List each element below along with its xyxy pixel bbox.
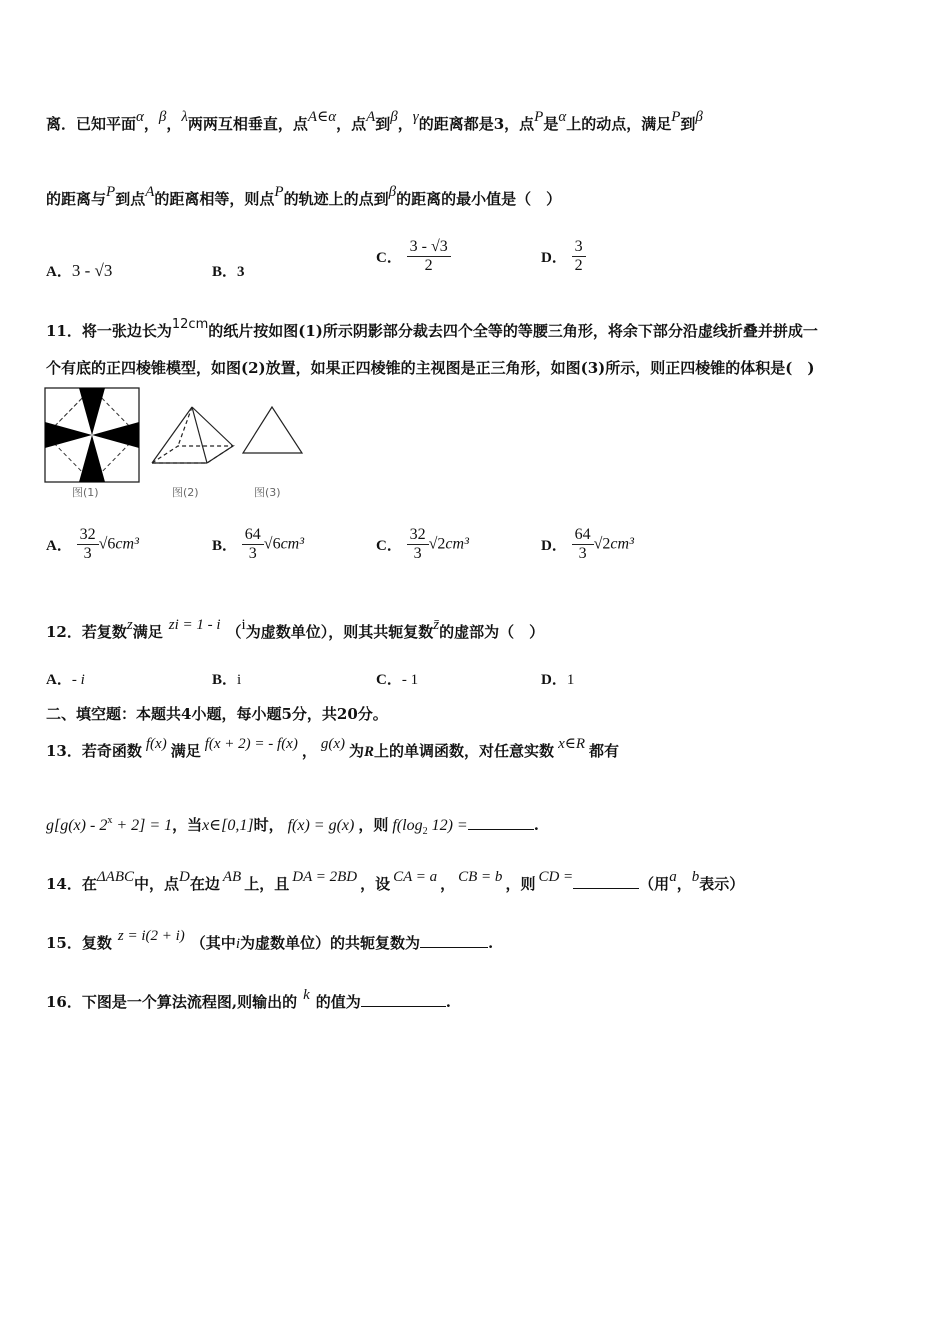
math-a: a <box>669 869 677 885</box>
q11-option-b[interactable] <box>212 526 304 563</box>
radical: √6 <box>98 535 116 553</box>
radical: √2 <box>428 535 446 553</box>
math-beta: β <box>390 109 398 125</box>
text: 到 <box>680 115 696 133</box>
q10-option-a[interactable] <box>46 260 112 281</box>
text: 到 <box>375 115 391 133</box>
answer-blank[interactable] <box>573 888 639 889</box>
text: ，则 <box>358 816 389 834</box>
answer-blank[interactable] <box>361 1006 446 1007</box>
math-log: f(log <box>392 817 423 834</box>
text: 是 <box>543 115 559 133</box>
text: 中，点 <box>134 875 180 893</box>
math-beta: β <box>158 109 167 125</box>
unit: cm³ <box>280 535 305 553</box>
math-i: i <box>241 617 246 633</box>
text: 到点 <box>115 190 146 208</box>
math-equation: f(x + 2) = - f(x) <box>204 736 298 752</box>
math-gamma: γ <box>412 109 419 125</box>
text: 离．已知平面 <box>46 115 137 133</box>
text: 上的动点，满足 <box>566 115 672 133</box>
q13-line2 <box>46 814 539 835</box>
math-equation: zi = 1 - i <box>168 617 221 633</box>
numerator: 3 <box>572 238 586 257</box>
option-value: 1 <box>566 672 575 688</box>
math-k: k <box>303 987 310 1003</box>
math-expression: 12) = <box>427 817 468 834</box>
text: ， <box>440 875 456 893</box>
q10-option-b[interactable] <box>212 260 245 281</box>
figure-1 <box>45 388 139 482</box>
q11-line2 <box>46 357 814 378</box>
math-r: R <box>364 744 375 760</box>
text: 的距离都是3，点 <box>418 115 535 133</box>
option-label: A． <box>46 264 72 280</box>
option-value: - i <box>71 672 85 688</box>
text: ，设 <box>360 875 391 893</box>
math-i: i <box>235 936 240 952</box>
text: 12．若复数 <box>46 623 127 641</box>
text: 的距离相等，则点 <box>154 190 275 208</box>
math-d: D <box>179 869 190 885</box>
text: （ <box>226 623 242 641</box>
text: 的纸片按如图(1)所示阴影部分裁去四个全等的等腰三角形，将余下部分沿虚线折叠并拼成一 <box>208 322 818 340</box>
figure-2-caption: 图(2) <box>172 486 199 499</box>
math-p: P <box>534 109 544 125</box>
option-label: D． <box>541 538 567 554</box>
fraction <box>572 238 586 275</box>
math-equation: DA = 2BD <box>292 869 358 885</box>
fraction <box>407 526 429 563</box>
text: . <box>533 816 539 834</box>
q15-line <box>46 928 494 953</box>
q10-line2 <box>46 184 562 209</box>
q12-line <box>46 617 545 642</box>
option-label: C． <box>376 250 402 266</box>
unit: cm³ <box>445 535 469 553</box>
figure-3-caption: 图(3) <box>254 486 281 499</box>
text: ，当 <box>172 816 203 834</box>
text: 16．下图是一个算法流程图,则输出的 <box>46 993 298 1011</box>
option-label: D． <box>541 672 567 688</box>
math-b: b <box>691 869 700 885</box>
text: ， <box>676 875 692 893</box>
option-value: i <box>237 672 242 688</box>
math-equation: z = i(2 + i) <box>117 928 185 944</box>
text: 的值为 <box>315 993 361 1011</box>
numerator: 64 <box>572 526 594 545</box>
text: 14．在 <box>46 875 97 893</box>
text: 两两互相垂直，点 <box>187 115 308 133</box>
math-z-conjugate: z̄ <box>433 617 440 633</box>
numerator: 32 <box>407 526 429 545</box>
option-value: 3 <box>237 264 245 280</box>
text: 11．将一张边长为 <box>46 322 172 340</box>
math-x-in-r: x∈R <box>558 736 585 752</box>
numerator: 32 <box>77 526 99 545</box>
q14-line <box>46 869 745 894</box>
text: ， <box>143 115 159 133</box>
text: 上的单调函数，对任意实数 <box>374 742 555 760</box>
math-gx: g(x) <box>320 736 346 752</box>
radical: √2 <box>593 535 611 553</box>
text: ， <box>397 115 413 133</box>
text: ，点 <box>336 115 367 133</box>
math-a-in-alpha: A∈α <box>307 109 337 125</box>
denominator: 2 <box>424 257 433 274</box>
denominator: 2 <box>574 257 583 274</box>
math-equation: f(x) = g(x) <box>287 817 355 834</box>
text: ，则 <box>505 875 536 893</box>
text: 时， <box>253 816 284 834</box>
option-label: B． <box>212 538 238 554</box>
q13-line1 <box>46 736 620 761</box>
option-label: A． <box>46 538 72 554</box>
math-exponent: x <box>107 815 113 826</box>
math-alpha: α <box>136 109 144 125</box>
q16-line <box>46 987 452 1012</box>
text: 的虚部为（ ） <box>439 623 545 641</box>
q10-option-d[interactable] <box>541 238 586 275</box>
unit: cm³ <box>610 535 634 553</box>
text: 在边 <box>189 875 220 893</box>
q11-option-c[interactable] <box>376 526 469 563</box>
numerator: 3 - √3 <box>407 238 451 257</box>
text: 上，且 <box>244 875 290 893</box>
option-label: A． <box>46 672 72 688</box>
option-label: C． <box>376 672 402 688</box>
math-expression: + 2] = 1 <box>112 817 173 834</box>
text: . <box>488 934 494 952</box>
option-label: D． <box>541 250 567 266</box>
denominator: 3 <box>413 545 422 562</box>
text: 满足 <box>132 623 163 641</box>
radical: √6 <box>263 535 281 553</box>
math-length: 12cm <box>171 317 209 332</box>
math-interval: x∈[0,1] <box>202 817 254 834</box>
option-label: B． <box>212 264 238 280</box>
text: 为 <box>349 742 365 760</box>
q11-figures <box>44 386 314 504</box>
math-p: P <box>274 184 284 200</box>
math-a: A <box>145 184 155 200</box>
text: ， <box>301 742 317 760</box>
figure-1-caption: 图(1) <box>72 486 99 499</box>
text: （用 <box>639 875 670 893</box>
fraction <box>77 526 99 563</box>
text: 15．复数 <box>46 934 112 952</box>
section-heading: 二、填空题：本题共4小题，每小题5分，共20分。 <box>46 705 388 723</box>
math-alpha: α <box>558 109 567 125</box>
q12-option-b[interactable] <box>212 668 241 689</box>
figure-2 <box>152 407 233 463</box>
math-vector-ca: CA = a <box>393 869 438 885</box>
option-value: 3 - √3 <box>71 261 113 280</box>
math-fx: f(x) <box>145 736 167 752</box>
text: ， <box>166 115 182 133</box>
q12-option-d[interactable] <box>541 668 574 689</box>
denominator: 3 <box>578 545 587 562</box>
text: 表示） <box>699 875 745 893</box>
text: 为虚数单位），则其共轭复数 <box>245 623 434 641</box>
answer-blank[interactable] <box>420 947 488 948</box>
math-p: P <box>106 184 116 200</box>
math-subscript: 2 <box>422 826 428 837</box>
option-value: - 1 <box>401 672 419 688</box>
text: 为虚数单位）的共轭复数为 <box>239 934 420 952</box>
text: . <box>445 993 452 1011</box>
math-p: P <box>671 109 681 125</box>
fraction <box>407 238 451 275</box>
math-beta: β <box>695 109 703 125</box>
math-triangle: ΔABC <box>96 869 135 885</box>
text: 的轨迹上的点到 <box>283 190 389 208</box>
math-z: z <box>126 617 133 633</box>
fraction <box>242 526 264 563</box>
q11-line1 <box>46 317 818 341</box>
text: （其中 <box>190 934 236 952</box>
text: 满足 <box>170 742 201 760</box>
q12-option-a[interactable] <box>46 668 85 689</box>
q11-option-d[interactable] <box>541 526 634 563</box>
math-expression: g[g(x) - 2 <box>46 817 108 834</box>
figure-3 <box>243 407 302 453</box>
math-lambda: λ <box>181 109 188 125</box>
math-a: A <box>366 109 376 125</box>
q11-option-a[interactable] <box>46 526 139 563</box>
fraction <box>572 526 594 563</box>
option-label: C． <box>376 538 402 554</box>
answer-blank[interactable] <box>468 829 534 830</box>
numerator: 64 <box>242 526 264 545</box>
text: 的距离与 <box>46 190 107 208</box>
text: 13．若奇函数 <box>46 742 142 760</box>
q12-option-c[interactable] <box>376 668 418 689</box>
q10-line1 <box>46 109 703 134</box>
text: 的距离的最小值是（ ） <box>396 190 562 208</box>
unit: cm³ <box>115 535 139 553</box>
math-ab: AB <box>222 869 242 885</box>
denominator: 3 <box>83 545 92 562</box>
text: 都有 <box>589 742 620 760</box>
option-label: B． <box>212 672 238 688</box>
text: 个有底的正四棱锥模型，如图(2)放置，如果正四棱锥的主视图是正三角形，如图(3)所示，则正四棱锥的体积是( ) <box>46 359 815 377</box>
math-beta: β <box>388 184 397 200</box>
math-vector-cd: CD = <box>538 869 574 885</box>
q10-option-c[interactable] <box>376 238 451 275</box>
denominator: 3 <box>248 545 257 562</box>
math-vector-cb: CB = b <box>458 869 503 885</box>
